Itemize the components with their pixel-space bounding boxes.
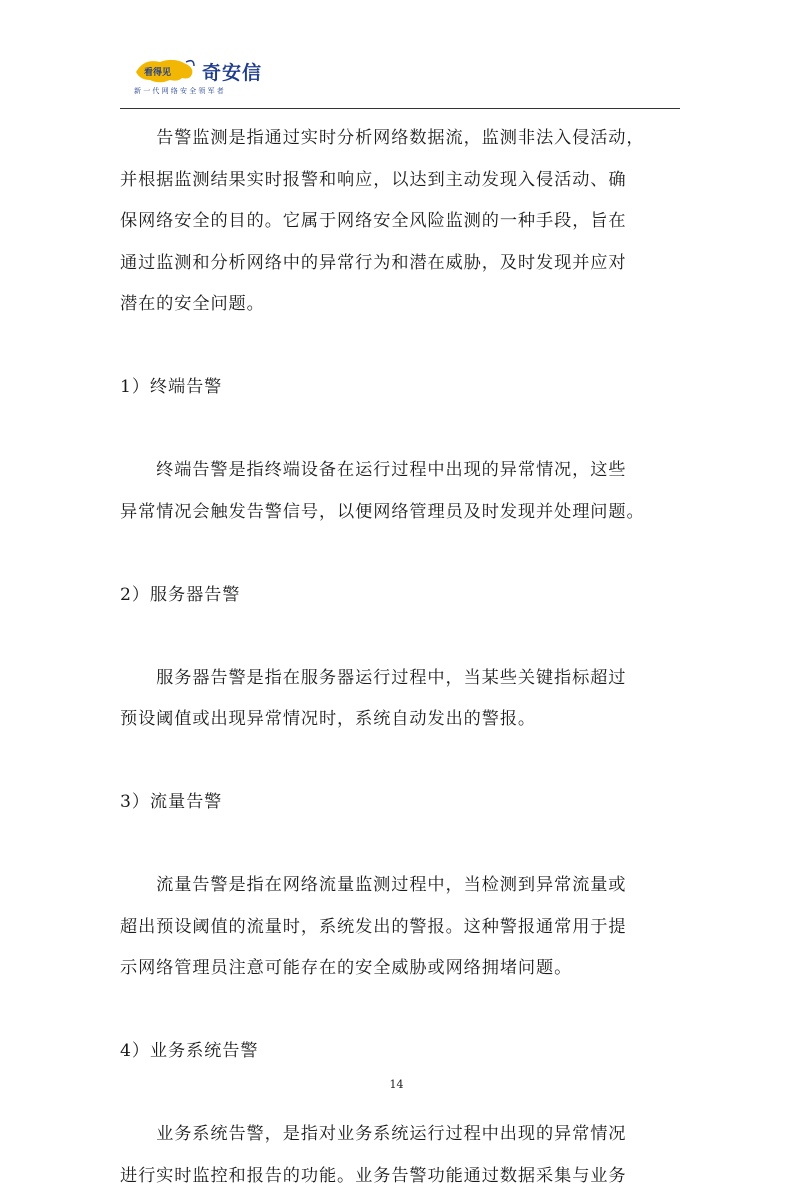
brand-slogan: 新一代网络安全领军者 — [134, 86, 226, 96]
intro-line: 通过监测和分析网络中的异常行为和潜在威胁，及时发现并应对 — [120, 243, 680, 285]
paragraph-line: 预设阈值或出现异常情况时，系统自动发出的警报。 — [120, 699, 680, 741]
paragraph-line: 终端告警是指终端设备在运行过程中出现的异常情况，这些 — [120, 450, 680, 492]
section-paragraph-server — [120, 658, 680, 741]
document-body — [120, 118, 680, 1197]
intro-line: 保网络安全的目的。它属于网络安全风险监测的一种手段，旨在 — [120, 201, 680, 243]
section-paragraph-terminal — [120, 450, 680, 533]
paragraph-line: 服务器告警是指在服务器运行过程中，当某些关键指标超过 — [120, 658, 680, 700]
intro-line: 并根据监测结果实时报警和响应，以达到主动发现入侵活动、确 — [120, 160, 680, 202]
paragraph-line: 示网络管理员注意可能存在的安全威胁或网络拥堵问题。 — [120, 948, 680, 990]
section-heading-server: 2）服务器告警 — [120, 575, 680, 617]
section-paragraph-business — [120, 1114, 680, 1197]
intro-line: 告警监测是指通过实时分析网络数据流，监测非法入侵活动， — [120, 118, 680, 160]
intro-line: 潜在的安全问题。 — [120, 284, 680, 326]
page-number: 14 — [0, 1078, 793, 1091]
header-divider — [120, 108, 680, 109]
logo-glyph-text: 看得见 — [144, 66, 171, 78]
section-heading-traffic: 3）流量告警 — [120, 782, 680, 824]
qianxin-logo-icon — [134, 56, 196, 84]
paragraph-line: 超出预设阈值的流量时，系统发出的警报。这种警报通常用于提 — [120, 907, 680, 949]
paragraph-line: 业务系统告警，是指对业务系统运行过程中出现的异常情况 — [120, 1114, 680, 1156]
brand-name: 奇安信 — [202, 58, 262, 85]
section-heading-business: 4）业务系统告警 — [120, 1031, 680, 1073]
paragraph-line: 进行实时监控和报告的功能。业务告警功能通过数据采集与业务 — [120, 1156, 680, 1197]
page-header — [120, 56, 680, 110]
section-paragraph-traffic — [120, 865, 680, 990]
section-heading-terminal: 1）终端告警 — [120, 367, 680, 409]
paragraph-line: 流量告警是指在网络流量监测过程中，当检测到异常流量或 — [120, 865, 680, 907]
paragraph-line: 异常情况会触发告警信号，以便网络管理员及时发现并处理问题。 — [120, 492, 680, 534]
intro-paragraph — [120, 118, 680, 326]
